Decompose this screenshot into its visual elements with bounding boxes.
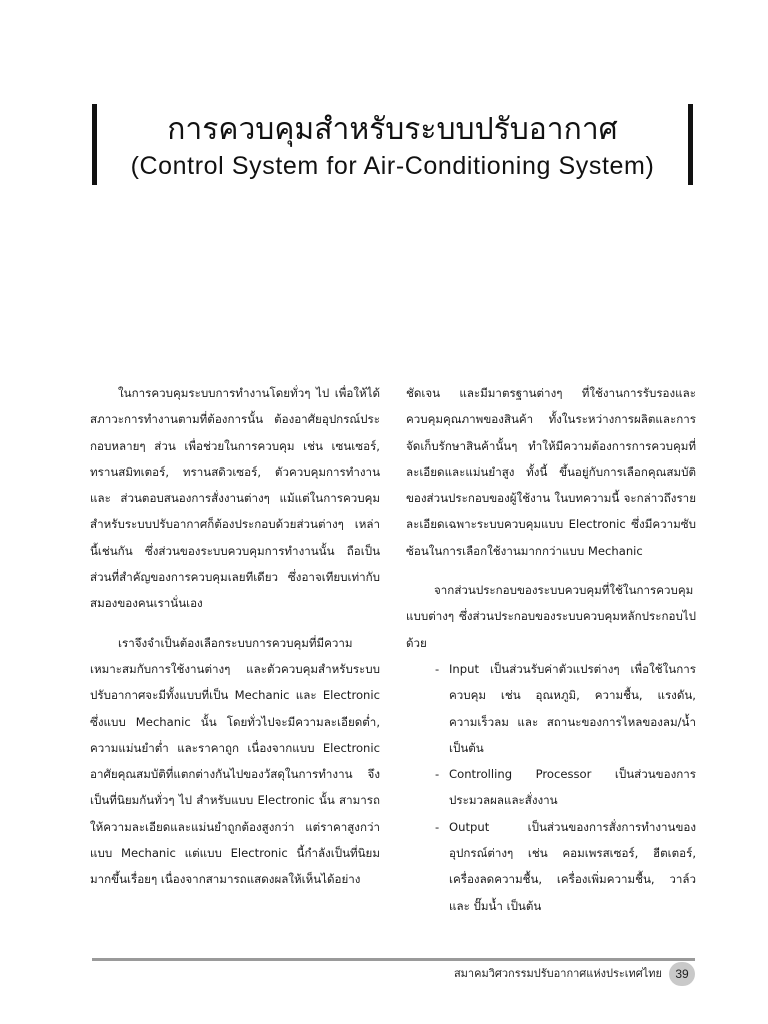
paragraph: ในการควบคุมระบบการทำงานโดยทั่วๆ ไป เพื่อให้ได้สภาวะการทำงานตามที่ต้องการนั้น ต้องอาศัยอุปกรณ์ประกอบหลายๆ ส่วน เพื่อช่วยในการควบคุม เช่น เซนเซอร์, ทรานสมิทเตอร์, ทรานสดิวเซอร์, ตัวควบคุมการทำงาน และ ส่วนตอบสนองการสั่งงานต่างๆ แม้แต่ในการควบคุมสำหรับระบบปรับอากาศก็ต้องประกอบด้วยส่วนต่างๆ เหล่านี้เช่นกัน ซึ่งส่วนของระบบควบคุมการทำงานนั้น ถือเป็นส่วนที่สำคัญของการควบคุมเลยทีเดียว ซึ่งอาจเทียบเท่ากับสมองของคนเรานั่นเอง bbox=[90, 386, 380, 611]
footer-publisher: สมาคมวิศวกรรมปรับอากาศแห่งประเทศไทย bbox=[453, 967, 662, 980]
component-list bbox=[406, 656, 696, 919]
title-thai: การควบคุมสำหรับระบบปรับอากาศ bbox=[167, 112, 618, 147]
page-number: 39 bbox=[669, 962, 695, 986]
paragraph: เราจึงจำเป็นต้องเลือกระบบการควบคุมที่มีความเหมาะสมกับการใช้งานต่างๆ และตัวควบคุมสำหรับระบบปรับอากาศจะมีทั้งแบบที่เป็น Mechanic และ Electronic ซึ่งแบบ Mechanic นั้น โดยทั่วไปจะมีความละเอียดต่ำ, ความแม่นยำต่ำ และราคาถูก เนื่องจากแบบ Electronic อาศัยคุณสมบัติที่แตกต่างกันไปของวัสดุในการทำงาน จึงเป็นที่นิยมกันทั่วๆ ไป สำหรับแบบ Electronic นั้น สามารถให้ความละเอียดและแม่นยำถูกต้องสูงกว่า แต่ราคาสูงกว่า แบบ Mechanic แต่แบบ Electronic นี้กำลังเป็นที่นิยมมากขึ้นเรื่อยๆ เนื่องจากสามารถแสดงผลให้เห็นได้อย่าง bbox=[90, 635, 380, 887]
list-item: - Output เป็นส่วนของการสั่งการทำงานของอุปกรณ์ต่างๆ เช่น คอมเพรสเซอร์, ฮีตเตอร์, เครื่องลดความชื้น, เครื่องเพิ่มความชื้น, วาล์ว และ ปั๊มน้ำ เป็นต้น bbox=[406, 814, 696, 919]
footer-divider bbox=[92, 958, 695, 961]
paragraph: ชัดเจน และมีมาตรฐานต่างๆ ที่ใช้งานการรับรองและควบคุมคุณภาพของสินค้า ทั้งในระหว่างการผลิตและการจัดเก็บรักษาสินค้านั้นๆ ทำให้มีความต้องการการควบคุมที่ละเอียดและแม่นยำสูง ทั้งนี้ ขึ้นอยู่กับการเลือกคุณสมบัติของส่วนประกอบของผู้ใช้งาน ในบทความนี้ จะกล่าวถึงรายละเอียดเฉพาะระบบควบคุมแบบ Electronic ซึ่งมีความซับซ้อนในการเลือกใช้งานมากกว่าแบบ Mechanic bbox=[406, 386, 696, 558]
left-column bbox=[90, 380, 380, 893]
right-column bbox=[406, 380, 696, 919]
title-block bbox=[92, 104, 693, 185]
title-english: (Control System for Air-Conditioning System) bbox=[130, 152, 655, 180]
list-item: - Controlling Processor เป็นส่วนของการประมวลผลและสั่งงาน bbox=[406, 761, 696, 814]
paragraph: จากส่วนประกอบของระบบควบคุมที่ใช้ในการควบคุมแบบต่างๆ ซึ่งส่วนประกอบของระบบควบคุมหลักประกอบไปด้วย bbox=[406, 583, 696, 650]
list-item: - Input เป็นส่วนรับค่าตัวแปรต่างๆ เพื่อใช้ในการควบคุม เช่น อุณหภูมิ, ความชื้น, แรงดัน, ความเร็วลม และ สถานะของการไหลของลม/น้ำ เป็นต้น bbox=[406, 656, 696, 761]
